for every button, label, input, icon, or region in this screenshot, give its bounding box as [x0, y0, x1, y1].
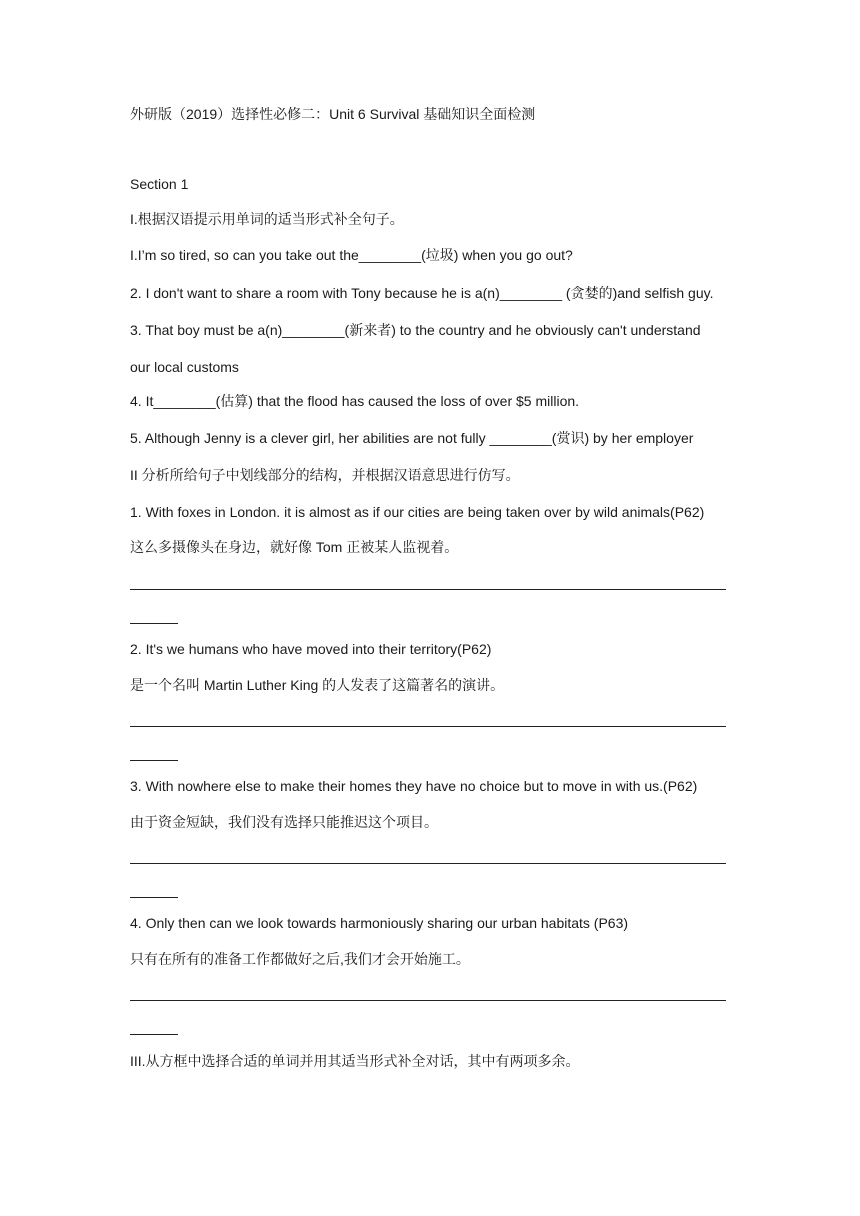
answer-line-continued[interactable] — [130, 897, 178, 898]
answer-line[interactable] — [130, 726, 726, 727]
part2-item-1-english: 1. With foxes in London. it is almost as if our cities are being taken over by wild animals(P62) — [130, 504, 705, 520]
part2-item-3-english: 3. With nowhere else to make their homes they have no choice but to move in with us.(P62) — [130, 778, 698, 794]
part1-item-2: 2. I don't want to share a room with Tony because he is a(n)________ (贪婪的)and selfish guy. — [130, 285, 714, 301]
section-label: Section 1 — [130, 176, 189, 192]
part1-item-5: 5. Although Jenny is a clever girl, her abilities are not fully ________(赏识) by her employer — [130, 430, 694, 446]
part2-item-2-english: 2. It's we humans who have moved into their territory(P62) — [130, 641, 492, 657]
document-title: 外研版（2019）选择性必修二：Unit 6 Survival 基础知识全面检测 — [130, 106, 536, 122]
answer-line[interactable] — [130, 1000, 726, 1001]
answer-line-continued[interactable] — [130, 1034, 178, 1035]
part1-item-3-continued: our local customs — [130, 359, 239, 375]
part1-heading: I.根据汉语提示用单词的适当形式补全句子。 — [130, 211, 404, 227]
answer-line-continued[interactable] — [130, 760, 178, 761]
answer-line-continued[interactable] — [130, 623, 178, 624]
part2-item-1-chinese: 这么多摄像头在身边，就好像 Tom 正被某人监视着。 — [130, 539, 459, 555]
part1-item-4: 4. It________(估算) that the flood has caused the loss of over $5 million. — [130, 393, 580, 409]
answer-line[interactable] — [130, 863, 726, 864]
part1-item-1: I.I’m so tired, so can you take out the________(垃圾) when you go out? — [130, 247, 573, 263]
part2-item-4-english: 4. Only then can we look towards harmoniously sharing our urban habitats (P63) — [130, 915, 629, 931]
part1-item-3: 3. That boy must be a(n)________(新来者) to the country and he obviously can't understand — [130, 322, 701, 338]
part2-item-4-chinese: 只有在所有的准备工作都做好之后,我们才会开始施工。 — [130, 951, 470, 967]
answer-line[interactable] — [130, 589, 726, 590]
part2-item-2-chinese: 是一个名叫 Martin Luther King 的人发表了这篇著名的演讲。 — [130, 677, 505, 693]
part2-item-3-chinese: 由于资金短缺，我们没有选择只能推迟这个项目。 — [130, 814, 438, 830]
part2-heading: II 分析所给句子中划线部分的结构，并根据汉语意思进行仿写。 — [130, 467, 520, 483]
part3-heading: III.从方框中选择合适的单词并用其适当形式补全对话，其中有两项多余。 — [130, 1053, 580, 1069]
